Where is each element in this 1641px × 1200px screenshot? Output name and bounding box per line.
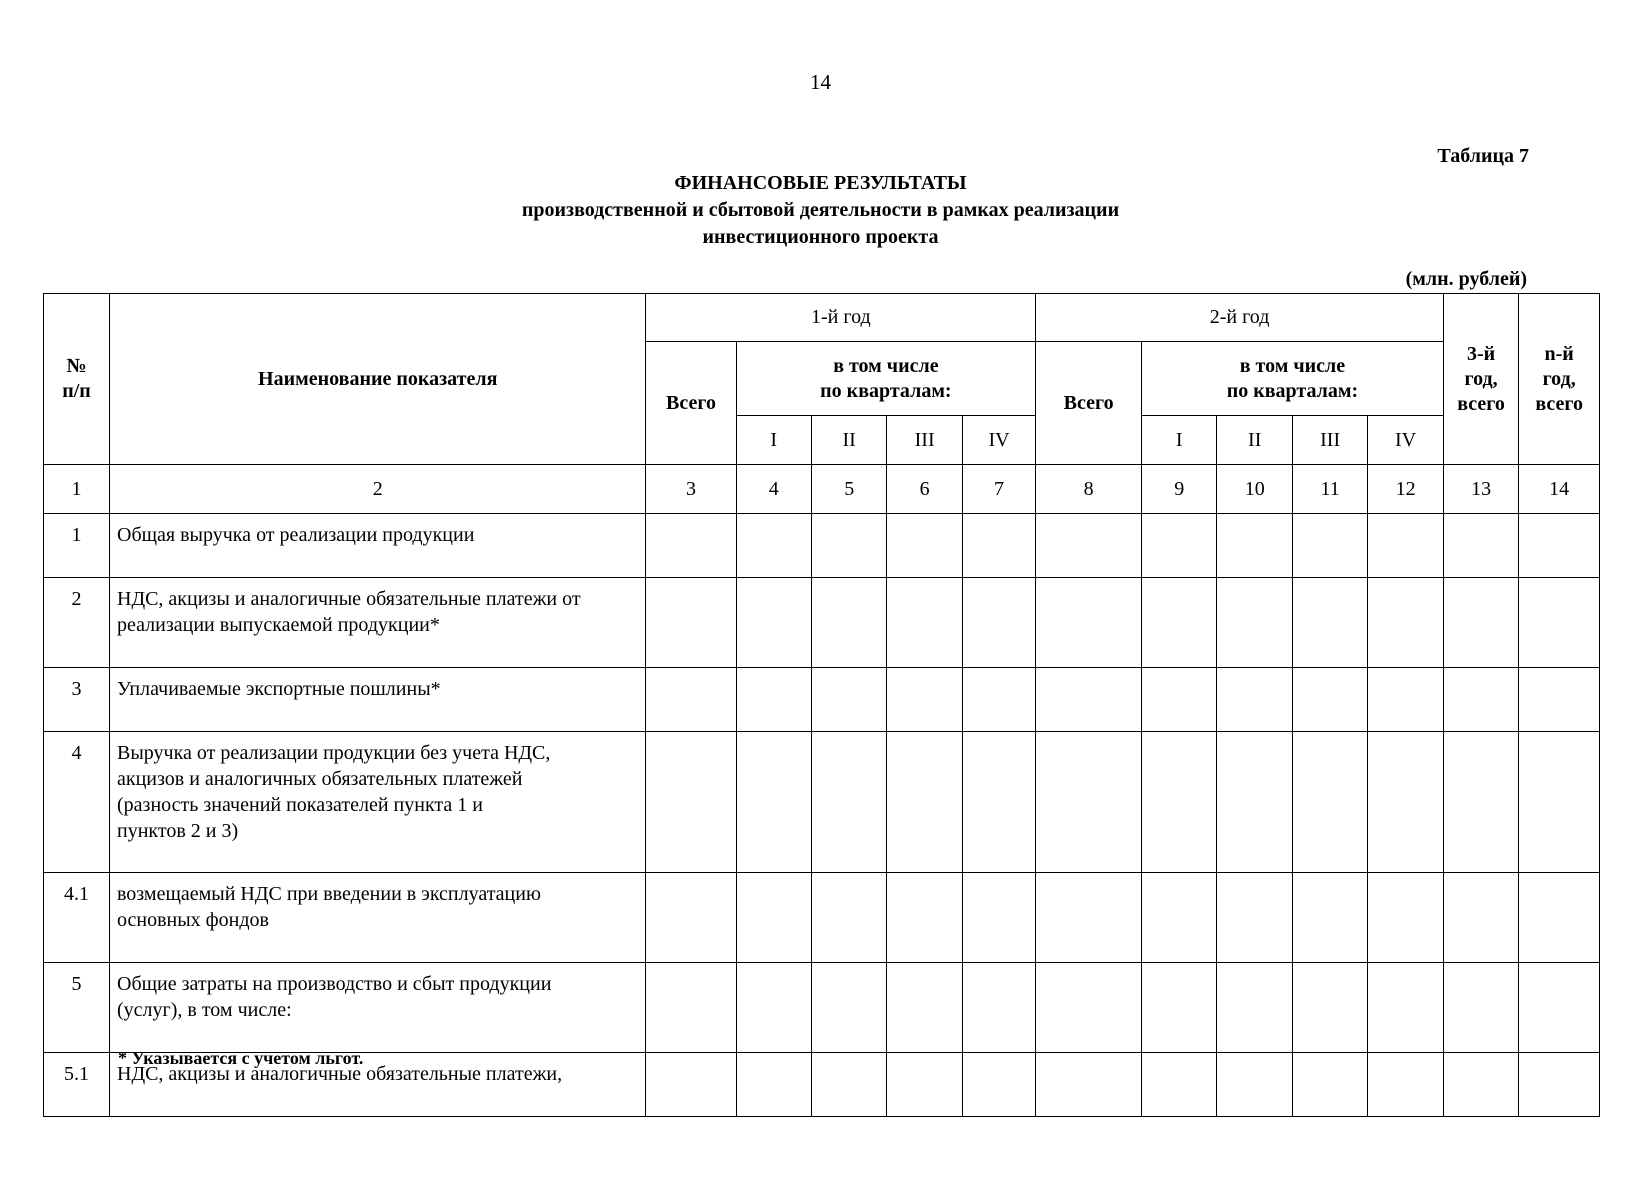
row-name: Общая выручка от реализации продукции <box>110 514 646 578</box>
col-num: 4 <box>736 465 811 514</box>
col-num: 5 <box>811 465 886 514</box>
title-line-3: инвестиционного проекта <box>702 226 939 248</box>
header-y1-q1: I <box>736 416 811 465</box>
title-block <box>0 170 1641 251</box>
table-row <box>44 963 1600 1053</box>
row-number: 1 <box>44 514 110 578</box>
header-y2-q3: III <box>1292 416 1367 465</box>
col-num: 9 <box>1142 465 1217 514</box>
row-number: 5.1 <box>44 1053 110 1117</box>
header-year-1-total: Всего <box>646 342 736 465</box>
row-name: НДС, акцизы и аналогичные обязательные платежи, <box>110 1053 646 1117</box>
row-number: 2 <box>44 578 110 668</box>
col-num: 1 <box>44 465 110 514</box>
col-num: 12 <box>1368 465 1443 514</box>
header-y2-q1: I <box>1142 416 1217 465</box>
header-y1-q3: III <box>887 416 962 465</box>
row-name: возмещаемый НДС при введении в эксплуатацию основных фондов <box>110 873 646 963</box>
header-y2-q4: IV <box>1368 416 1443 465</box>
header-year-3: 3-й год, всего <box>1443 294 1518 465</box>
footnote: * Указывается с учетом льгот. <box>118 1048 364 1068</box>
col-num: 3 <box>646 465 736 514</box>
page-number: 14 <box>810 70 831 94</box>
col-num: 11 <box>1292 465 1367 514</box>
row-number: 5 <box>44 963 110 1053</box>
table-row <box>44 578 1600 668</box>
row-name: Выручка от реализации продукции без учета НДС, акцизов и аналогичных обязательных платежей (разность значений показателей пункта 1 и пунктов 2 и 3) <box>110 732 646 873</box>
col-num: 2 <box>110 465 646 514</box>
header-y1-q2: II <box>811 416 886 465</box>
table-row <box>44 732 1600 873</box>
table-label: Таблица 7 <box>1437 145 1529 167</box>
table-row <box>44 514 1600 578</box>
col-num: 10 <box>1217 465 1292 514</box>
col-num: 7 <box>962 465 1035 514</box>
row-name: Общие затраты на производство и сбыт продукции (услуг), в том числе: <box>110 963 646 1053</box>
row-name: НДС, акцизы и аналогичные обязательные платежи от реализации выпускаемой продукции* <box>110 578 646 668</box>
header-no: № п/п <box>44 294 110 465</box>
col-num: 6 <box>887 465 962 514</box>
header-year-2-total: Всего <box>1036 342 1142 465</box>
table-row <box>44 873 1600 963</box>
header-year-1-by-quarters: в том числе по кварталам: <box>736 342 1036 416</box>
row-number: 4 <box>44 732 110 873</box>
header-year-2-by-quarters: в том числе по кварталам: <box>1142 342 1444 416</box>
header-year-2: 2-й год <box>1036 294 1444 342</box>
table-row <box>44 668 1600 732</box>
header-year-n: n-й год, всего <box>1519 294 1600 465</box>
row-number: 3 <box>44 668 110 732</box>
col-num: 8 <box>1036 465 1142 514</box>
financial-results-table <box>43 293 1600 1117</box>
header-y2-q2: II <box>1217 416 1292 465</box>
header-name: Наименование показателя <box>110 294 646 465</box>
col-num: 14 <box>1519 465 1600 514</box>
col-num: 13 <box>1443 465 1518 514</box>
column-number-row <box>44 465 1600 514</box>
units-label: (млн. рублей) <box>1405 268 1527 290</box>
header-y1-q4: IV <box>962 416 1035 465</box>
title-line-2: производственной и сбытовой деятельности в рамках реализации <box>521 199 1120 221</box>
title-main: ФИНАНСОВЫЕ РЕЗУЛЬТАТЫ <box>674 172 967 194</box>
header-year-1: 1-й год <box>646 294 1036 342</box>
row-name: Уплачиваемые экспортные пошлины* <box>110 668 646 732</box>
row-number: 4.1 <box>44 873 110 963</box>
